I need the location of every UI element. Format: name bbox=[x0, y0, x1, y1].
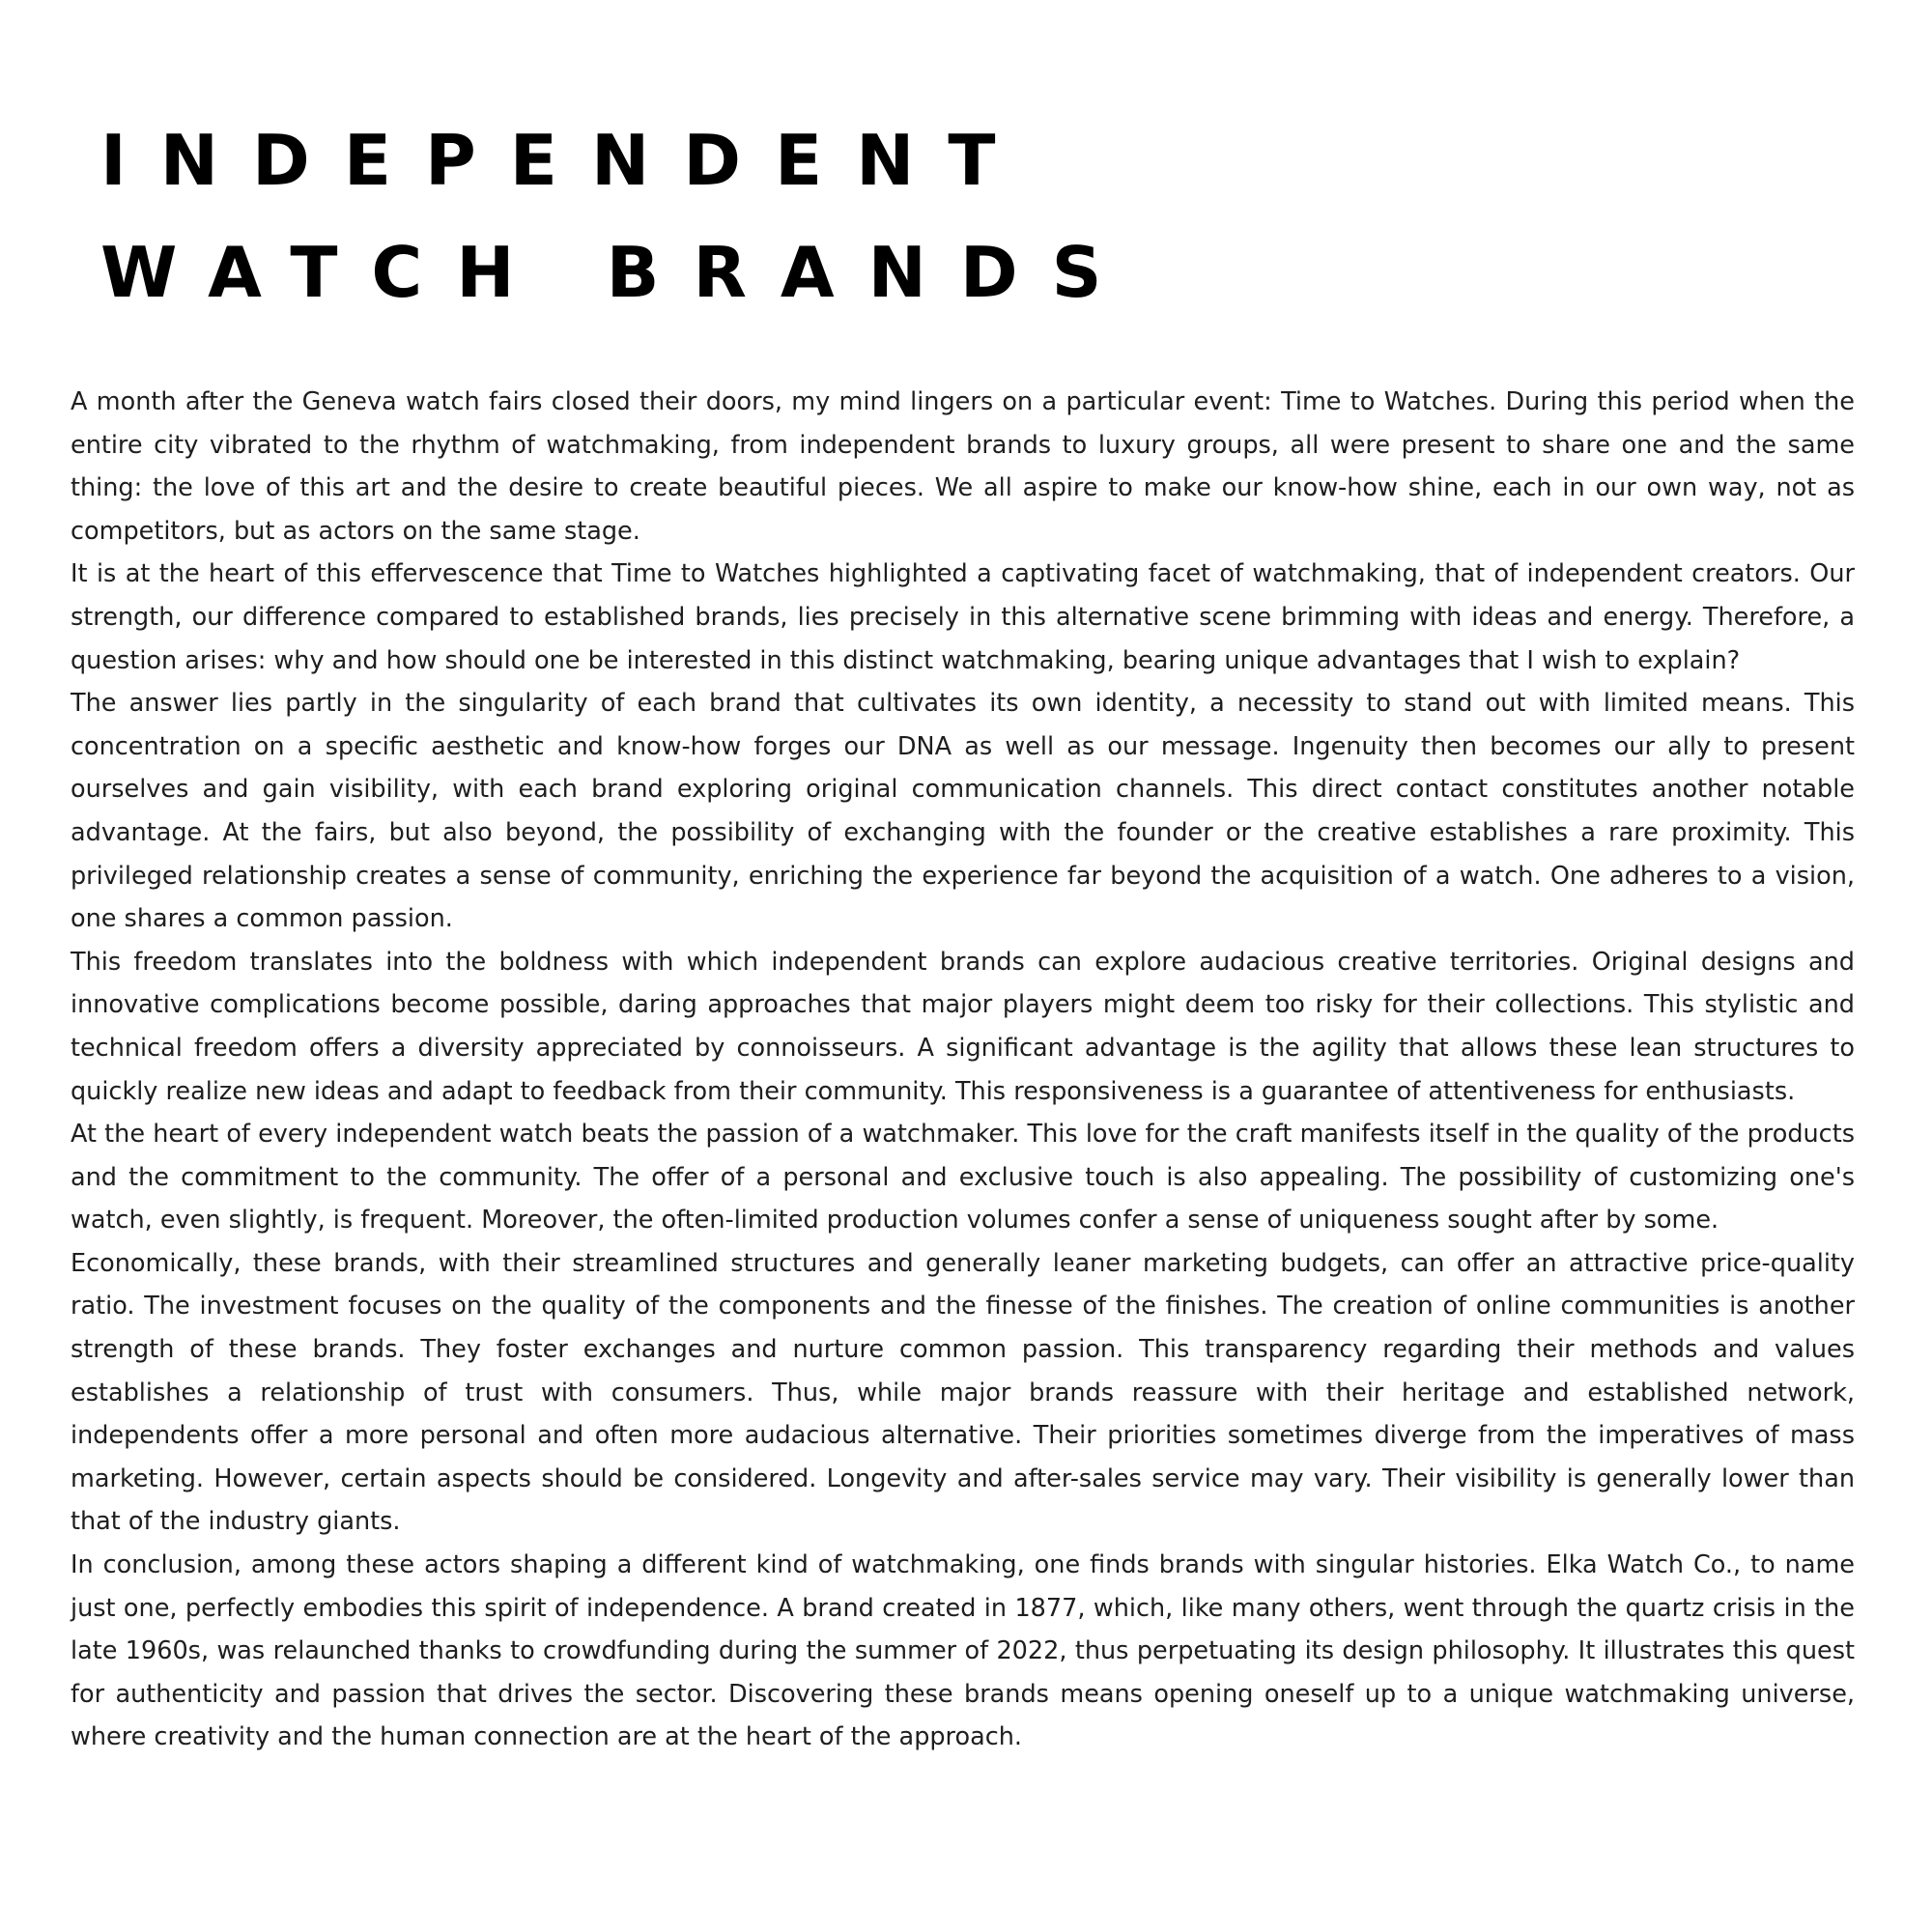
paragraph-4: This freedom translates into the boldness with which independent brands can explore audacious creative territories. Original designs and innovative complications become possible, daring approaches that major players might deem too risky for their collections. This stylistic and technical freedom offers a diversity appreciated by connoisseurs. A significant advantage is the agility that allows these lean structures to quickly realize new ideas and adapt to feedback from their community. This responsiveness is a guarantee of attentiveness for enthusiasts. bbox=[71, 947, 1855, 1106]
paragraph-2: It is at the heart of this effervescence that Time to Watches highlighted a captivating facet of watchmaking, that of independent creators. Our strength, our difference compared to established brands, lies precisely in this alternative scene brimming with ideas and energy. Therefore, a question arises: why and how should one be interested in this distinct watchmaking, bearing unique advantages that I wish to explain? bbox=[71, 559, 1855, 675]
article-body bbox=[71, 381, 1855, 1759]
paragraph-3: The answer lies partly in the singularity of each brand that cultivates its own identity, a necessity to stand out with limited means. This concentration on a specific aesthetic and know-how forges our DNA as well as our message. Ingenuity then becomes our ally to present ourselves and gain visibility, with each brand exploring original communication channels. This direct contact constitutes another notable advantage. At the fairs, but also beyond, the possibility of exchanging with the founder or the creative establishes a rare proximity. This privileged relationship creates a sense of community, enriching the experience far beyond the acquisition of a watch. One adheres to a vision, one shares a common passion. bbox=[71, 689, 1855, 934]
paragraph-5: At the heart of every independent watch beats the passion of a watchmaker. This love for the craft manifests itself in the quality of the products and the commitment to the community. The offer of a personal and exclusive touch is also appealing. The possibility of customizing one's watch, even slightly, is frequent. Moreover, the often-limited production volumes confer a sense of uniqueness sought after by some. bbox=[71, 1120, 1855, 1236]
title-line-2: WATCH BRANDS bbox=[100, 232, 1136, 313]
paragraph-7: In conclusion, among these actors shaping a different kind of watchmaking, one finds brands with singular histories. Elka Watch Co., to name just one, perfectly embodies this spirit of independence. A brand created in 1877, which, like many others, went through the quartz crisis in the late 1960s, was relaunched thanks to crowdfunding during the summer of 2022, thus perpetuating its design philosophy. It illustrates this quest for authenticity and passion that drives the sector. Discovering these brands means opening oneself up to a unique watchmaking universe, where creativity and the human connection are at the heart of the approach. bbox=[71, 1550, 1855, 1752]
paragraph-6: Economically, these brands, with their streamlined structures and generally leaner marketing budgets, can offer an attractive price-quality ratio. The investment focuses on the quality of the components and the finesse of the finishes. The creation of online communities is another strength of these brands. They foster exchanges and nurture common passion. This transparency regarding their methods and values establishes a relationship of trust with consumers. Thus, while major brands reassure with their heritage and established network, independents offer a more personal and often more audacious alternative. Their priorities sometimes diverge from the imperatives of mass marketing. However, certain aspects should be considered. Longevity and after-sales service may vary. Their visibility is generally lower than that of the industry giants. bbox=[71, 1248, 1855, 1537]
paragraph-1: A month after the Geneva watch fairs closed their doors, my mind lingers on a particular event: Time to Watches. During this period when the entire city vibrated to the rhythm of watchmaking, from independent brands to luxury groups, all were present to share one and the same thing: the love of this art and the desire to create beautiful pieces. We all aspire to make our know-how shine, each in our own way, not as competitors, but as actors on the same stage. bbox=[71, 387, 1855, 546]
page-title bbox=[100, 104, 1136, 328]
title-line-1: INDEPENDENT bbox=[100, 120, 1030, 201]
